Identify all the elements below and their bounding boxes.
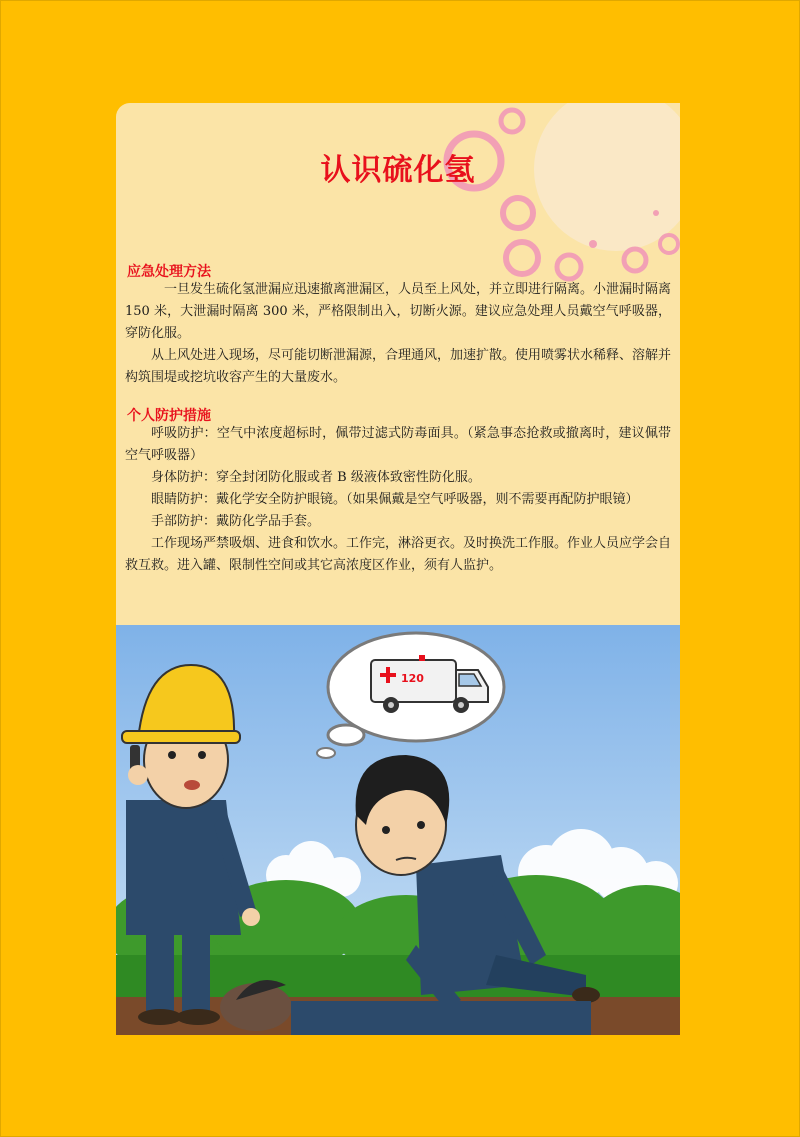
- protection-paragraphs: [125, 423, 671, 577]
- pink-dot: [653, 210, 659, 216]
- paragraph: 工作现场严禁吸烟、进食和饮水。工作完，淋浴更衣。及时换洗工作服。作业人员应学会自救互救。进入罐、限制性空间或其它高浓度区作业，须有人监护。: [125, 536, 672, 573]
- paragraph: 从上风处进入现场，尽可能切断泄漏源，合理通风，加速扩散。使用喷雾状水稀释、溶解并构筑围堤或挖坑收容产生的大量废水。: [125, 348, 672, 385]
- pink-ring: [660, 235, 678, 253]
- section-heading-protection: 个人防护措施: [127, 408, 211, 424]
- paragraph: 身体防护：穿全封闭防化服或者 B 级液体致密性防化服。: [151, 470, 481, 485]
- pink-ring: [557, 255, 581, 279]
- pink-ring: [503, 198, 533, 228]
- content-panel: [116, 103, 680, 625]
- pink-dot: [589, 240, 597, 248]
- pink-ring: [624, 249, 646, 271]
- rescue-cartoon-illustration: [116, 625, 680, 1035]
- paragraph: 手部防护：戴防化学品手套。: [151, 514, 321, 529]
- section-heading-emergency: 应急处理方法: [127, 264, 211, 280]
- paragraph: 眼睛防护：戴化学安全防护眼镜。（如果佩戴是空气呼吸器，则不需要再配防护眼镜）: [151, 492, 639, 507]
- emergency-paragraphs: [125, 279, 671, 389]
- page-title: 认识硫化氢: [320, 153, 476, 188]
- paragraph: 一旦发生硫化氢泄漏应迅速撤离泄漏区，人员至上风处，并立即进行隔离。小泄漏时隔离 150 米，大泄漏时隔离 300 米，严格限制出入，切断火源。建议应急处理人员戴空气呼吸器，穿防化服。: [125, 282, 672, 341]
- ambulance-label: 120: [401, 672, 424, 685]
- pink-ring: [506, 242, 538, 274]
- pink-ring: [501, 110, 523, 132]
- paragraph: 呼吸防护：空气中浓度超标时，佩带过滤式防毒面具。（紧急事态抢救或撤离时，建议佩带空气呼吸器）: [125, 426, 671, 463]
